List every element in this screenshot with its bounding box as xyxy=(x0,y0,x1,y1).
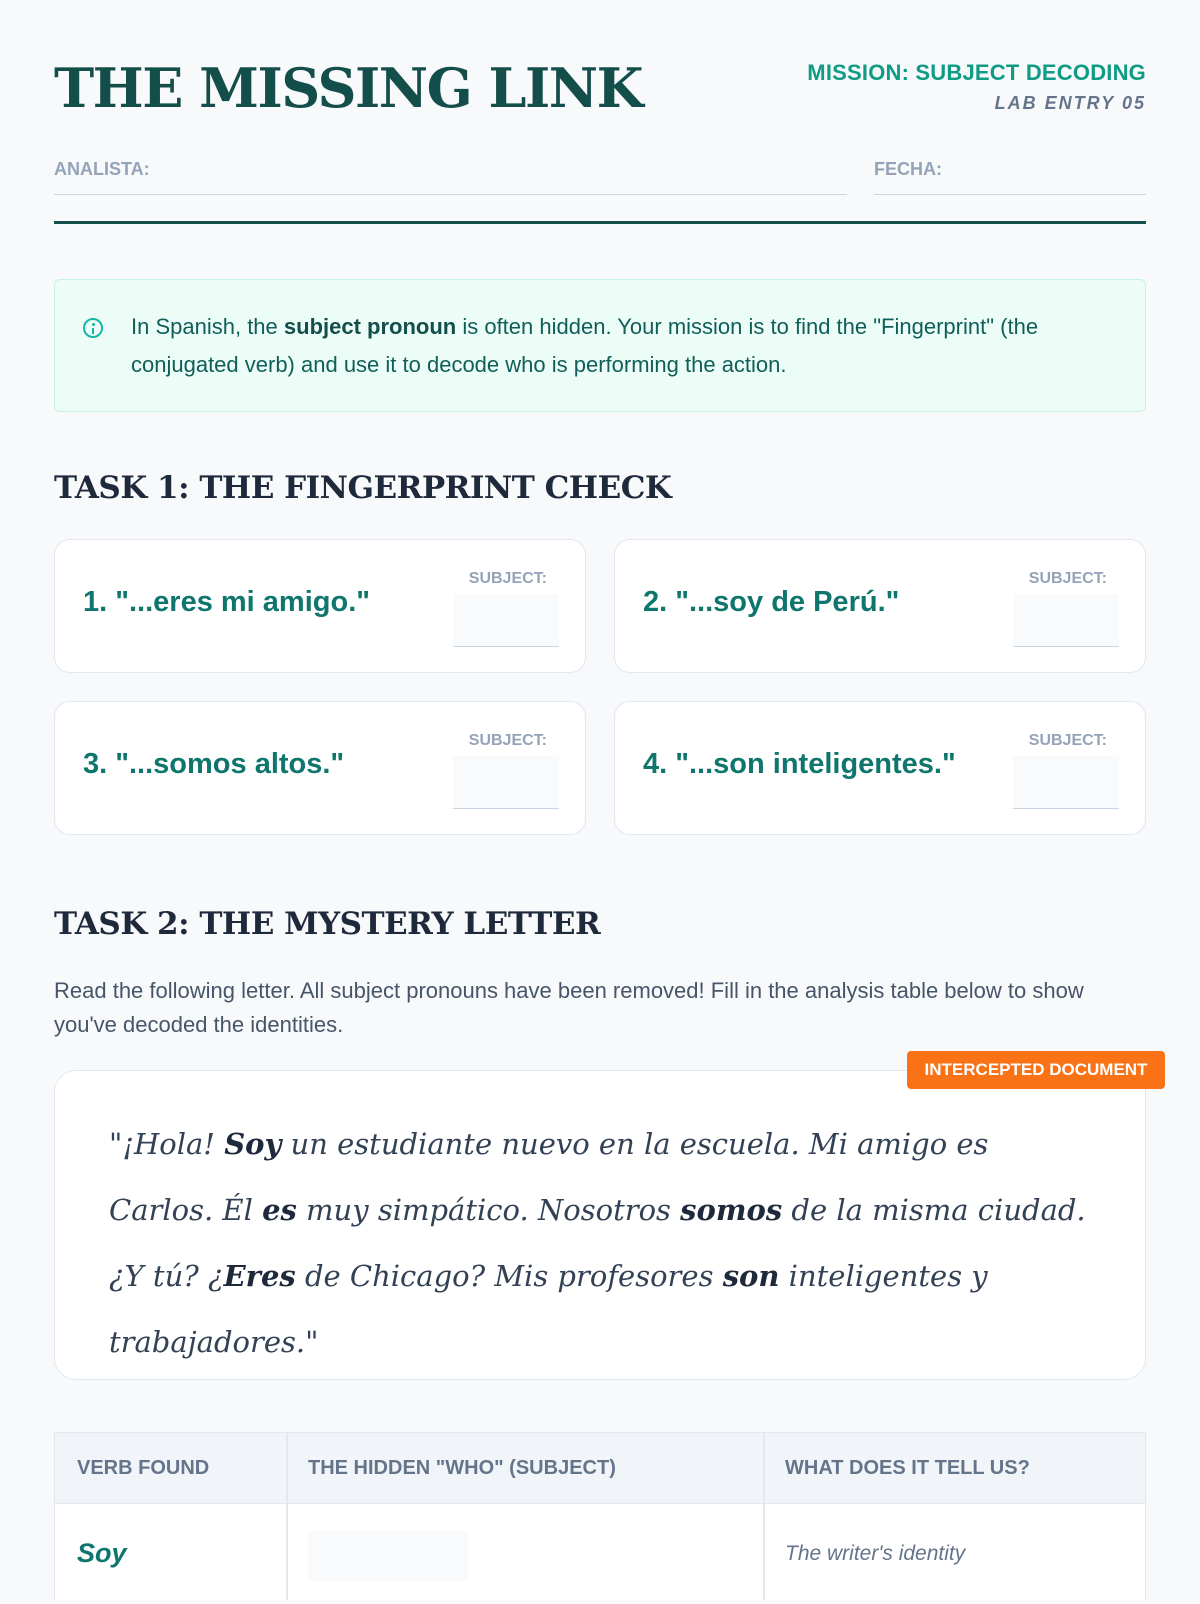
letter-text: un estudiante nuevo en la escuela. Mi amigo es Carlos. Él xyxy=(109,1127,989,1227)
letter-text: muy simpático. Nosotros xyxy=(296,1193,681,1227)
letter-verb: es xyxy=(262,1193,297,1227)
mystery-letter xyxy=(54,1070,1146,1380)
analyst-field[interactable] xyxy=(54,155,847,195)
task1-heading: TASK 1: THE FINGERPRINT CHECK xyxy=(54,470,672,506)
mission-label: MISSION: SUBJECT DECODING xyxy=(807,60,1146,85)
page-title: THE MISSING LINK xyxy=(54,56,643,120)
letter-verb: Soy xyxy=(224,1127,282,1161)
subject-answer-box[interactable] xyxy=(453,594,559,647)
task2-heading: TASK 2: THE MYSTERY LETTER xyxy=(54,906,601,942)
fingerprint-card-4 xyxy=(614,701,1146,835)
meaning-cell: The writer's identity xyxy=(785,1542,966,1565)
fingerprint-phrase: 1. "...eres mi amigo." xyxy=(83,586,370,618)
subject-answer-box[interactable] xyxy=(1013,756,1119,809)
letter-verb: somos xyxy=(680,1193,783,1227)
intro-callout xyxy=(54,279,1146,412)
header-divider xyxy=(54,221,1146,224)
subject-answer-box[interactable] xyxy=(1013,594,1119,647)
fingerprint-phrase: 3. "...somos altos." xyxy=(83,748,345,780)
date-label: FECHA: xyxy=(874,159,942,179)
info-icon xyxy=(83,318,103,338)
header-fields xyxy=(54,155,1146,195)
subject-label: SUBJECT: xyxy=(1028,732,1107,749)
analysis-table xyxy=(54,1432,1146,1600)
lab-entry-label: LAB ENTRY 05 xyxy=(994,93,1146,113)
column-header: VERB FOUND xyxy=(77,1457,210,1479)
analyst-label: ANALISTA: xyxy=(54,159,150,179)
column-header: WHAT DOES IT TELL US? xyxy=(785,1457,1030,1479)
letter-verb: son xyxy=(722,1259,780,1293)
fingerprint-phrase: 4. "...son inteligentes." xyxy=(643,748,956,780)
letter-text: de Chicago? Mis profesores xyxy=(295,1259,723,1293)
worksheet-header xyxy=(54,0,1146,205)
fingerprint-phrase: 2. "...soy de Perú." xyxy=(643,586,900,618)
date-field[interactable] xyxy=(874,155,1146,195)
subject-input-cell[interactable] xyxy=(308,1530,468,1582)
subject-label: SUBJECT: xyxy=(1028,570,1107,587)
column-header: THE HIDDEN "WHO" (SUBJECT) xyxy=(308,1457,616,1479)
intercepted-badge: INTERCEPTED DOCUMENT xyxy=(907,1051,1165,1089)
table-header xyxy=(55,1433,1145,1504)
intro-text-2: is often hidden. Your mission is to find the "Fingerprint" (the conjugated verb) and use it to decode who is performing the action. xyxy=(131,314,1039,377)
letter-text: inteligentes y trabajadores." xyxy=(109,1259,988,1359)
letter-verb: Eres xyxy=(223,1259,296,1293)
subject-label: SUBJECT: xyxy=(468,732,547,749)
table-row xyxy=(55,1504,1145,1604)
intro-text-1: In Spanish, the xyxy=(131,314,284,339)
subject-answer-box[interactable] xyxy=(453,756,559,809)
verb-cell: Soy xyxy=(77,1538,127,1568)
task2-description: Read the following letter. All subject pronouns have been removed! Fill in the analysis table below to show you've decoded the identities. xyxy=(54,978,1084,1037)
subject-label: SUBJECT: xyxy=(468,570,547,587)
fingerprint-card-3 xyxy=(54,701,586,835)
fingerprint-card-2 xyxy=(614,539,1146,673)
fingerprint-card-1 xyxy=(54,539,586,673)
letter-text: "¡Hola! xyxy=(109,1127,225,1161)
letter-text: de la misma ciudad. ¿Y tú? ¿ xyxy=(109,1193,1086,1293)
intro-bold: subject pronoun xyxy=(283,314,457,339)
